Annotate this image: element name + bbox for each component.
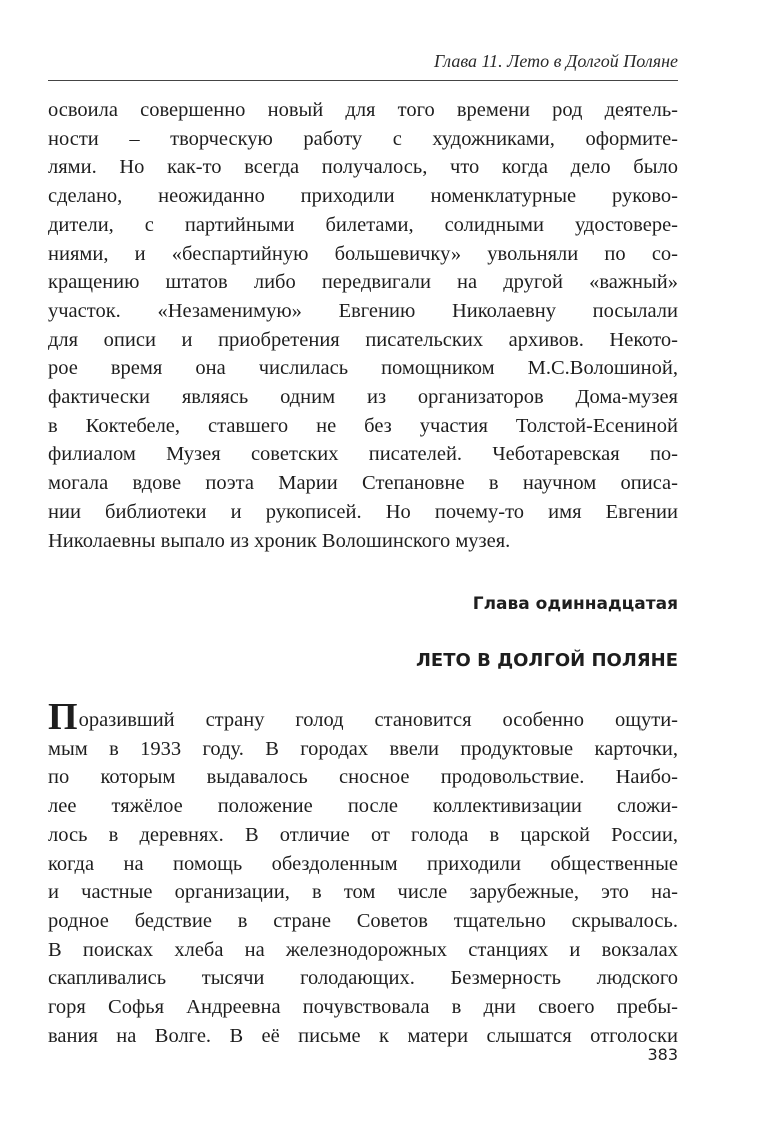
text-line: лось в деревнях. В отличие от голода в царской России,: [48, 823, 678, 846]
page-number: 383: [647, 1045, 678, 1064]
paragraph-1: [48, 96, 678, 555]
text-line: фактически являясь одним из организаторов Дома-музея: [48, 386, 678, 409]
chapter-label: Глава одиннадцатая: [472, 594, 678, 614]
text-line: в Коктебеле, ставшего не без участия Толстой-Есениной: [48, 414, 678, 437]
text-line: ности – творческую работу с художниками, оформите-: [48, 127, 678, 150]
text-line: филиалом Музея советских писателей. Чеботаревская по-: [48, 443, 678, 466]
text-line: могала вдове поэта Марии Степановне в научном описа-: [48, 472, 678, 495]
text-line: лями. Но как-то всегда получалось, что когда дело было: [48, 156, 678, 179]
text-line: лее тяжёлое положение после коллективизации сложи-: [48, 795, 678, 818]
text-line: по которым выдавалось сносное продовольствие. Наибо-: [48, 766, 678, 789]
text-line: для описи и приобретения писательских архивов. Некото-: [48, 328, 678, 351]
paragraph-2: [48, 696, 678, 1050]
text-line: участок. «Незаменимую» Евгению Николаевну посылали: [48, 299, 678, 322]
text-line: вания на Волге. В её письме к матери слышатся отголоски: [48, 1024, 678, 1047]
text-line: дители, с партийными билетами, солидными удостовере-: [48, 213, 678, 236]
text-line: рое время она числилась помощником М.С.Волошиной,: [48, 357, 678, 380]
text-line: кращению штатов либо передвигали на другой «важный»: [48, 271, 678, 294]
text-line-first: [48, 696, 678, 738]
text-line: и частные организации, в том числе зарубежные, это на-: [48, 881, 678, 904]
text-line: ниями, и «беспартийную большевичку» увольняли по со-: [48, 242, 678, 265]
header-rule: [48, 80, 678, 81]
text-line: Николаевны выпало из хроник Волошинского музея.: [48, 529, 511, 552]
text-line: сделано, неожиданно приходили номенклатурные руково-: [48, 185, 678, 208]
first-line-text: оразивший страну голод становится особенно ощути-: [78, 709, 678, 731]
chapter-title: ЛЕТО В ДОЛГОЙ ПОЛЯНЕ: [415, 650, 678, 671]
running-head: Глава 11. Лето в Долгой Поляне: [433, 51, 678, 71]
text-line: В поисках хлеба на железнодорожных станциях и вокзалах: [48, 938, 678, 961]
text-line: скапливались тысячи голодающих. Безмерность людского: [48, 967, 678, 990]
text-line: мым в 1933 году. В городах ввели продуктовые карточки,: [48, 737, 678, 760]
text-line: когда на помощь обездоленным приходили общественные: [48, 852, 678, 875]
text-line: горя Софья Андреевна почувствовала в дни своего пребы-: [48, 996, 678, 1019]
text-line: нии библиотеки и рукописей. Но почему-то имя Евгении: [48, 500, 678, 523]
drop-cap: П: [48, 696, 78, 738]
text-line: освоила совершенно новый для того времени род деятель-: [48, 99, 678, 121]
text-line: родное бедствие в стране Советов тщательно скрывалось.: [48, 909, 678, 932]
